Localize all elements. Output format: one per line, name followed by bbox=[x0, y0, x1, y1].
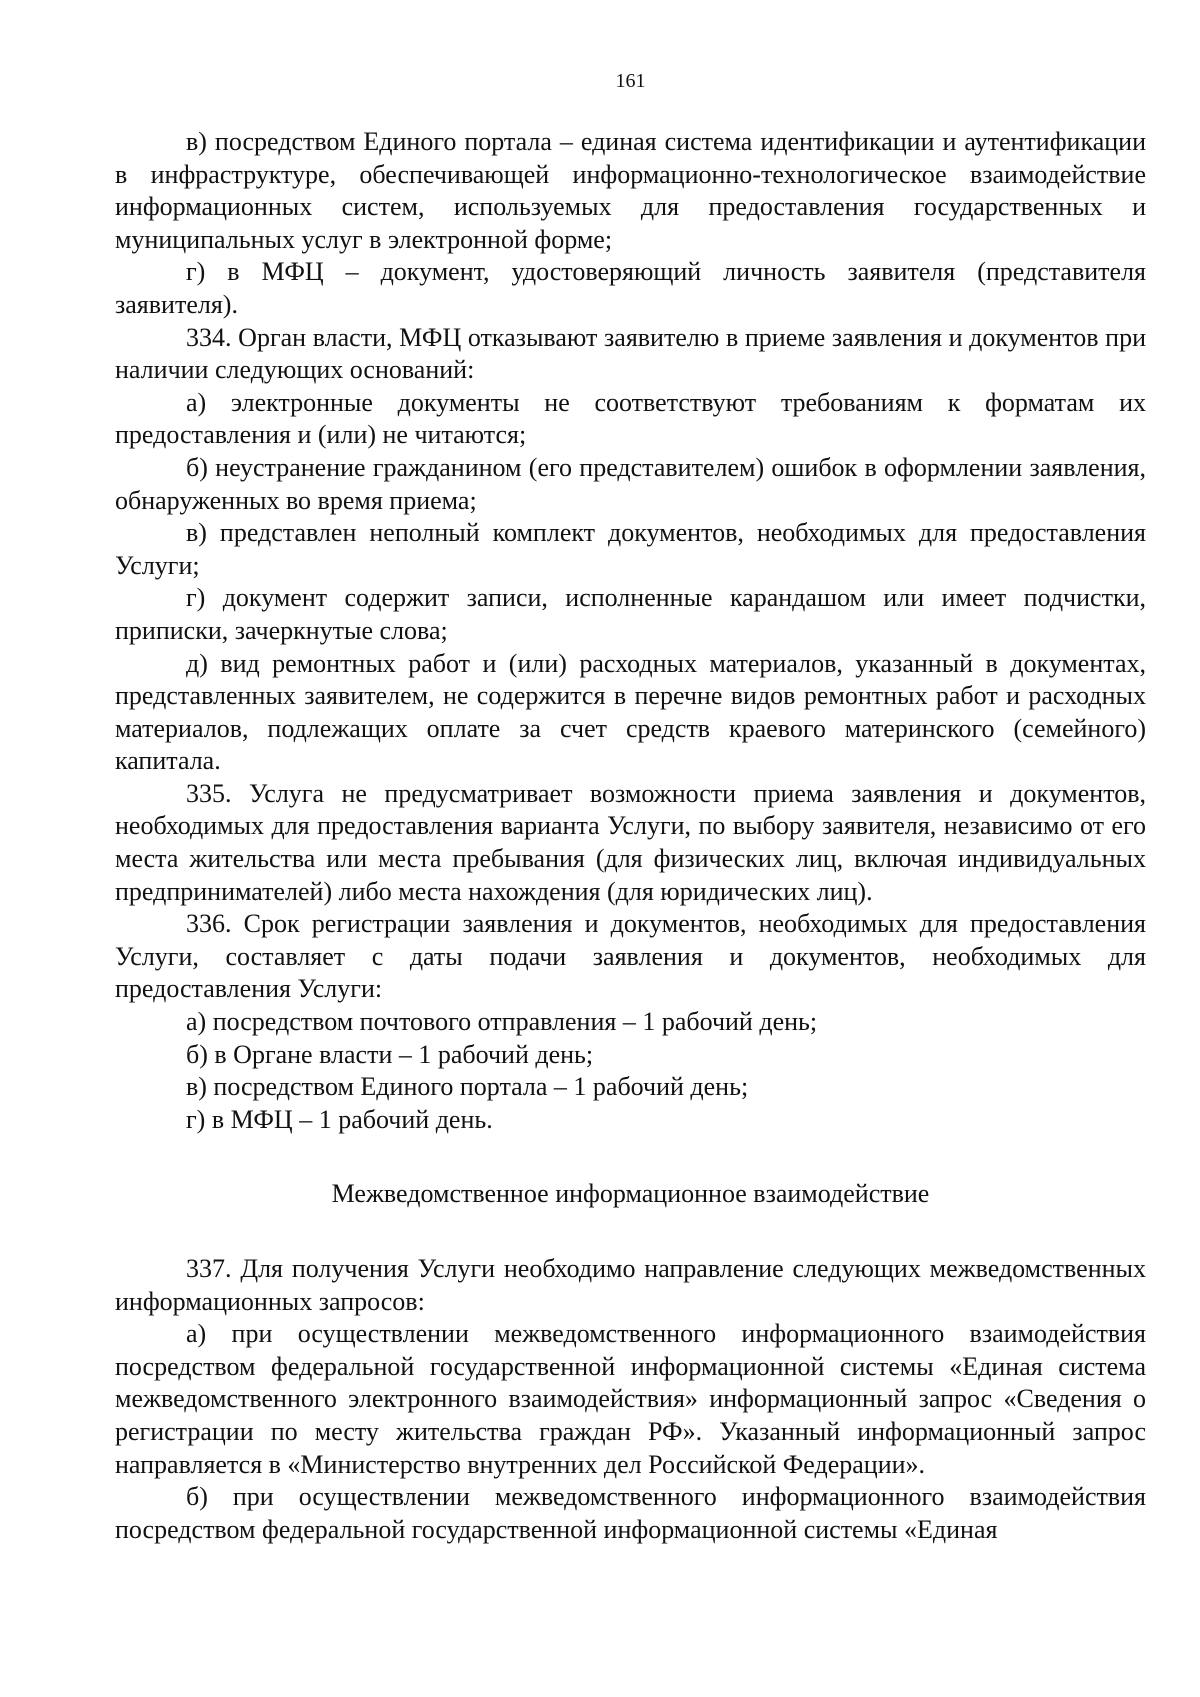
paragraph-336: 336. Срок регистрации заявления и документов, необходимых для предоставления Услуги, составляет с даты подачи заявления и документов, необходимых для предоставления Услуги: bbox=[115, 909, 1146, 1004]
paragraph-335: 335. Услуга не предусматривает возможности приема заявления и документов, необходимых для предоставления варианта Услуги, по выбору заявителя, независимо от его места жительства или места пребывания (для физических лиц, включая индивидуальных предпринимателей) либо места нахождения (для юридических лиц). bbox=[115, 778, 1146, 906]
paragraph-g-mfc-term: г) в МФЦ – 1 рабочий день. bbox=[186, 1104, 493, 1134]
paragraph-a-electronic-documents: а) электронные документы не соответствуют требованиям к форматам их предоставления и (или) не читаются; bbox=[115, 387, 1146, 450]
page-number: 161 bbox=[615, 70, 646, 92]
paragraph-g-pencil: г) документ содержит записи, исполненные карандашом или имеет подчистки, приписки, зачеркнутые слова; bbox=[115, 583, 1146, 645]
paragraph-b-interdepartmental: б) при осуществлении межведомственного информационного взаимодействия посредством федеральной государственной информационной системы «Единая bbox=[115, 1482, 1146, 1544]
paragraph-g-mfc-document: г) в МФЦ – документ, удостоверяющий личность заявителя (представителя заявителя). bbox=[115, 257, 1146, 319]
paragraph-334: 334. Орган власти, МФЦ отказывают заявителю в приеме заявления и документов при наличии следующих оснований: bbox=[115, 322, 1146, 385]
section-heading: Межведомственное информационное взаимодействие bbox=[331, 1179, 930, 1209]
document-body bbox=[115, 126, 1146, 1546]
paragraph-a-interdepartmental: а) при осуществлении межведомственного информационного взаимодействия посредством федеральной государственной информационной системы «Единая система межведомственного электронного взаимодействия» информационный запрос «Сведения о регистрации по месту жительства граждан РФ». Указанный информационный запрос направляется в «Министерство внутренних дел Российской Федерации». bbox=[115, 1319, 1146, 1479]
paragraph-b-errors: б) неустранение гражданином (его представителем) ошибок в оформлении заявления, обнаруженных во время приема; bbox=[115, 452, 1146, 515]
paragraph-v-portal-term: в) посредством Единого портала – 1 рабочий день; bbox=[186, 1072, 749, 1102]
paragraph-v-incomplete: в) представлен неполный комплект документов, необходимых для предоставления Услуги; bbox=[115, 518, 1146, 580]
paragraph-v-portal: в) посредством Единого портала – единая система идентификации и аутентификации в инфраструктуре, обеспечивающей информационно-технологическое взаимодействие информационных систем, используемых для предоставления государственных и муниципальных услуг в электронной форме; bbox=[115, 127, 1146, 254]
paragraph-a-post: а) посредством почтового отправления – 1 рабочий день; bbox=[186, 1007, 818, 1037]
paragraph-d-repair-works: д) вид ремонтных работ и (или) расходных материалов, указанный в документах, представленных заявителем, не содержится в перечне видов ремонтных работ и расходных материалов, подлежащих оплате за счет средств краевого материнского (семейного) капитала. bbox=[115, 648, 1146, 776]
paragraph-b-authority: б) в Органе власти – 1 рабочий день; bbox=[186, 1039, 594, 1069]
paragraph-337: 337. Для получения Услуги необходимо направление следующих межведомственных информационных запросов: bbox=[115, 1254, 1146, 1316]
